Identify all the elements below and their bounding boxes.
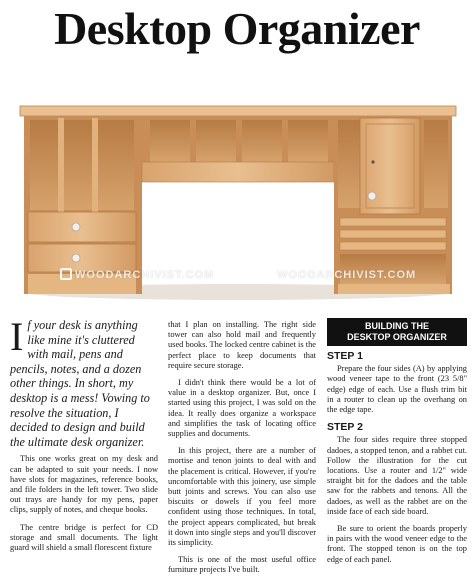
watermark-left [60,268,214,281]
paragraph: that I plan on installing. The right side tower can also hold mail and frequently used books. The locked centre cabinet is the perfect place to keep documents that require secure storage. [168,320,316,370]
lead-text: f your desk is anything like mine it's cluttered with mail, pens and pencils, notes, and a dozen other things. In short, my desktop is a mess! Vowing to resolve the situation, I decided to design and build the ultimate desk organizer. [10,318,150,449]
lead-paragraph [10,314,158,449]
drop-cap: I [10,314,24,359]
step-2-heading: STEP 2 [327,421,363,434]
article-column-3 [327,318,467,572]
step-2-text-continued: Be sure to orient the boards properly in pairs with the wood veneer edge to the front. The stopped tenon is on the top edge of each panel. [327,524,467,564]
paragraph: This is one of the most useful office furniture projects I've built. [168,555,316,575]
watermark-logo-icon [262,268,274,280]
article-column-2 [168,320,316,583]
step-1-text: Prepare the four sides (A) by applying wood veneer tape to the front (23 5/8" edge) edge of each. Use a flush trim bit in a router to clean up the overhang on the edge tape. [327,364,467,415]
article-column-1 [10,314,158,560]
section-heading-line-2: DESKTOP ORGANIZER [347,332,447,342]
section-heading [327,318,467,346]
section-heading-line-1: BUILDING THE [365,321,429,331]
step-2-text: The four sides require three stopped dadoes, a stopped tenon, and a rabbet cut. Follow the illustration for the cut locations. Use a router and 1/2" wide straight bit for the dadoes and the table saw for the rabbets and tenons. All the dadoes, as well as the rabbet are on the inside face of each side board. [327,435,467,516]
paragraph: I didn't think there would be a lot of value in a desktop organizer. But, once I started using this project, I was sold on the idea. It really does organize a workspace and simplifies the task of locating office supplies and documents. [168,378,316,439]
page-title: Desktop Organizer [54,3,420,54]
watermark-right [262,268,416,281]
paragraph: In this project, there are a number of mortise and tenon joints to deal with and the placement is critical. However, if you're uncomfortable with this joinery, use simple butt joints and screws. You can also use biscuits or dowels if you feel more confident using those techniques. In total, the project appears complicated, but break it down into single steps and you'll discover its simplicity. [168,446,316,548]
watermark-right-text: WOODARCHIVIST.COM [277,269,417,281]
step-1-heading: STEP 1 [327,350,363,362]
paragraph: The centre bridge is perfect for CD storage and small documents. The light guard will shield a small florescent fixture [10,522,158,552]
watermark-left-text: WOODARCHIVIST.COM [75,269,215,281]
paragraph: This one works great on my desk and can be adapted to suit your needs. I now have slots for magazines, reference books, and file folders in the left tower. Two slide out trays are handy for my pens, paper clips, supply of notes, and cheque books. [10,454,158,515]
watermark-logo-icon [60,268,72,280]
